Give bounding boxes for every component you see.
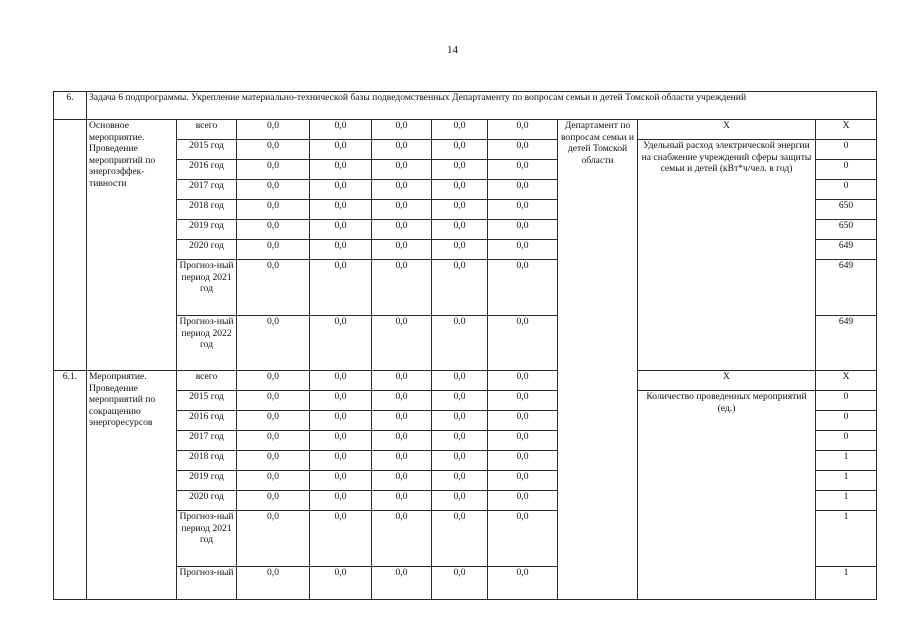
item-name: Основное мероприятие. Проведение мероприятий по энергоэффек-тивности [87, 120, 177, 371]
value-cell: 0,0 [372, 316, 432, 371]
value-cell: 0,0 [432, 391, 488, 411]
target-value: 0 [816, 411, 877, 431]
table-row [54, 140, 877, 160]
period-cell: 2020 год [177, 240, 237, 260]
value-cell: 0,0 [432, 200, 488, 220]
value-cell: 0,0 [432, 240, 488, 260]
target-value: 0 [816, 391, 877, 411]
target-value: 0 [816, 431, 877, 451]
target-value: 650 [816, 220, 877, 240]
value-cell: 0,0 [432, 160, 488, 180]
period-cell: 2020 год [177, 491, 237, 511]
target-value: 1 [816, 511, 877, 567]
period-cell: Прогноз-ный период 2021 год [177, 511, 237, 567]
value-cell: 0,0 [488, 180, 558, 200]
target-value: 1 [816, 491, 877, 511]
value-cell: 0,0 [310, 140, 372, 160]
page-number: 14 [447, 44, 458, 56]
value-cell: 0,0 [237, 200, 310, 220]
value-cell: 0,0 [488, 160, 558, 180]
value-cell: 0,0 [372, 120, 432, 140]
value-cell: 0,0 [488, 371, 558, 391]
value-cell: 0,0 [432, 491, 488, 511]
period-cell: Прогноз-ный период 2022 год [177, 316, 237, 371]
value-cell: 0,0 [237, 491, 310, 511]
period-cell: 2018 год [177, 451, 237, 471]
target-value: 649 [816, 260, 877, 316]
value-cell: 0,0 [310, 491, 372, 511]
target-value: 649 [816, 240, 877, 260]
target-value: 0 [816, 160, 877, 180]
task-number: 6. [54, 92, 87, 120]
value-cell: 0,0 [372, 431, 432, 451]
table-row [54, 391, 877, 411]
period-cell: 2018 год [177, 200, 237, 220]
period-cell: 2019 год [177, 471, 237, 491]
value-cell: 0,0 [310, 240, 372, 260]
value-cell: 0,0 [488, 200, 558, 220]
target-value: 0 [816, 140, 877, 160]
value-cell: 0,0 [237, 371, 310, 391]
indicator-name: Количество проведенных мероприятий (ед.) [638, 391, 816, 600]
value-cell: 0,0 [372, 391, 432, 411]
indicator-x: Х [638, 120, 816, 140]
target-value: Х [816, 371, 877, 391]
value-cell: 0,0 [237, 180, 310, 200]
value-cell: 0,0 [432, 451, 488, 471]
period-cell: 2016 год [177, 160, 237, 180]
value-cell: 0,0 [237, 451, 310, 471]
value-cell: 0,0 [432, 471, 488, 491]
value-cell: 0,0 [372, 411, 432, 431]
value-cell: 0,0 [310, 567, 372, 600]
value-cell: 0,0 [372, 220, 432, 240]
value-cell: 0,0 [432, 120, 488, 140]
value-cell: 0,0 [310, 316, 372, 371]
value-cell: 0,0 [488, 511, 558, 567]
target-value: 1 [816, 471, 877, 491]
period-cell: 2019 год [177, 220, 237, 240]
target-value: 649 [816, 316, 877, 371]
value-cell: 0,0 [488, 411, 558, 431]
value-cell: 0,0 [488, 140, 558, 160]
value-cell: 0,0 [310, 200, 372, 220]
value-cell: 0,0 [488, 451, 558, 471]
indicator-x: Х [638, 371, 816, 391]
period-cell: всего [177, 371, 237, 391]
value-cell: 0,0 [237, 411, 310, 431]
item-number [54, 120, 87, 371]
target-value: 0 [816, 180, 877, 200]
value-cell: 0,0 [488, 491, 558, 511]
value-cell: 0,0 [310, 451, 372, 471]
value-cell: 0,0 [372, 160, 432, 180]
value-cell: 0,0 [237, 220, 310, 240]
value-cell: 0,0 [488, 391, 558, 411]
period-cell: Прогноз-ный [177, 567, 237, 600]
target-value: 1 [816, 567, 877, 600]
value-cell: 0,0 [488, 240, 558, 260]
value-cell: 0,0 [432, 260, 488, 316]
period-cell: 2015 год [177, 391, 237, 411]
value-cell: 0,0 [372, 140, 432, 160]
value-cell: 0,0 [372, 260, 432, 316]
value-cell: 0,0 [237, 120, 310, 140]
value-cell: 0,0 [432, 180, 488, 200]
value-cell: 0,0 [372, 511, 432, 567]
value-cell: 0,0 [372, 180, 432, 200]
table-body [54, 92, 877, 600]
program-table [53, 91, 877, 600]
value-cell: 0,0 [488, 471, 558, 491]
value-cell: 0,0 [237, 140, 310, 160]
value-cell: 0,0 [310, 220, 372, 240]
value-cell: 0,0 [488, 431, 558, 451]
value-cell: 0,0 [237, 260, 310, 316]
value-cell: 0,0 [488, 567, 558, 600]
value-cell: 0,0 [310, 180, 372, 200]
value-cell: 0,0 [432, 431, 488, 451]
period-cell: Прогноз-ный период 2021 год [177, 260, 237, 316]
value-cell: 0,0 [432, 567, 488, 600]
period-cell: 2016 год [177, 411, 237, 431]
value-cell: 0,0 [488, 220, 558, 240]
value-cell: 0,0 [432, 411, 488, 431]
value-cell: 0,0 [237, 431, 310, 451]
value-cell: 0,0 [432, 220, 488, 240]
value-cell: 0,0 [237, 316, 310, 371]
period-cell: всего [177, 120, 237, 140]
value-cell: 0,0 [310, 371, 372, 391]
item-number: 6.1. [54, 371, 87, 600]
value-cell: 0,0 [372, 240, 432, 260]
task-row [54, 92, 877, 120]
value-cell: 0,0 [237, 567, 310, 600]
indicator-name: Удельный расход электрической энергии на снабжение учреждений сферы защиты семьи и детей (кВт*ч/чел. в год) [638, 140, 816, 371]
value-cell: 0,0 [372, 371, 432, 391]
value-cell: 0,0 [237, 160, 310, 180]
value-cell: 0,0 [488, 316, 558, 371]
target-value: 650 [816, 200, 877, 220]
value-cell: 0,0 [310, 471, 372, 491]
item-name: Мероприятие. Проведение мероприятий по сокращению энергоресурсов [87, 371, 177, 600]
value-cell: 0,0 [237, 511, 310, 567]
value-cell: 0,0 [237, 240, 310, 260]
target-value: Х [816, 120, 877, 140]
value-cell: 0,0 [310, 411, 372, 431]
value-cell: 0,0 [310, 511, 372, 567]
period-cell: 2017 год [177, 180, 237, 200]
value-cell: 0,0 [310, 120, 372, 140]
value-cell: 0,0 [488, 260, 558, 316]
value-cell: 0,0 [372, 491, 432, 511]
responsible-cell: Департамент по вопросам семьи и детей Томской области [558, 120, 638, 600]
target-value: 1 [816, 451, 877, 471]
period-cell: 2017 год [177, 431, 237, 451]
value-cell: 0,0 [432, 140, 488, 160]
value-cell: 0,0 [237, 391, 310, 411]
value-cell: 0,0 [237, 471, 310, 491]
value-cell: 0,0 [372, 200, 432, 220]
task-title: Задача 6 подпрограммы. Укрепление материально-технической базы подведомственных Департаменту по вопросам семьи и детей Томской области учреждений [87, 92, 877, 120]
value-cell: 0,0 [310, 160, 372, 180]
value-cell: 0,0 [488, 120, 558, 140]
value-cell: 0,0 [432, 371, 488, 391]
table-row [54, 120, 877, 140]
value-cell: 0,0 [432, 511, 488, 567]
value-cell: 0,0 [310, 260, 372, 316]
value-cell: 0,0 [372, 451, 432, 471]
value-cell: 0,0 [372, 567, 432, 600]
period-cell: 2015 год [177, 140, 237, 160]
table-row [54, 371, 877, 391]
value-cell: 0,0 [310, 391, 372, 411]
value-cell: 0,0 [310, 431, 372, 451]
value-cell: 0.0 [432, 316, 488, 371]
value-cell: 0,0 [372, 471, 432, 491]
